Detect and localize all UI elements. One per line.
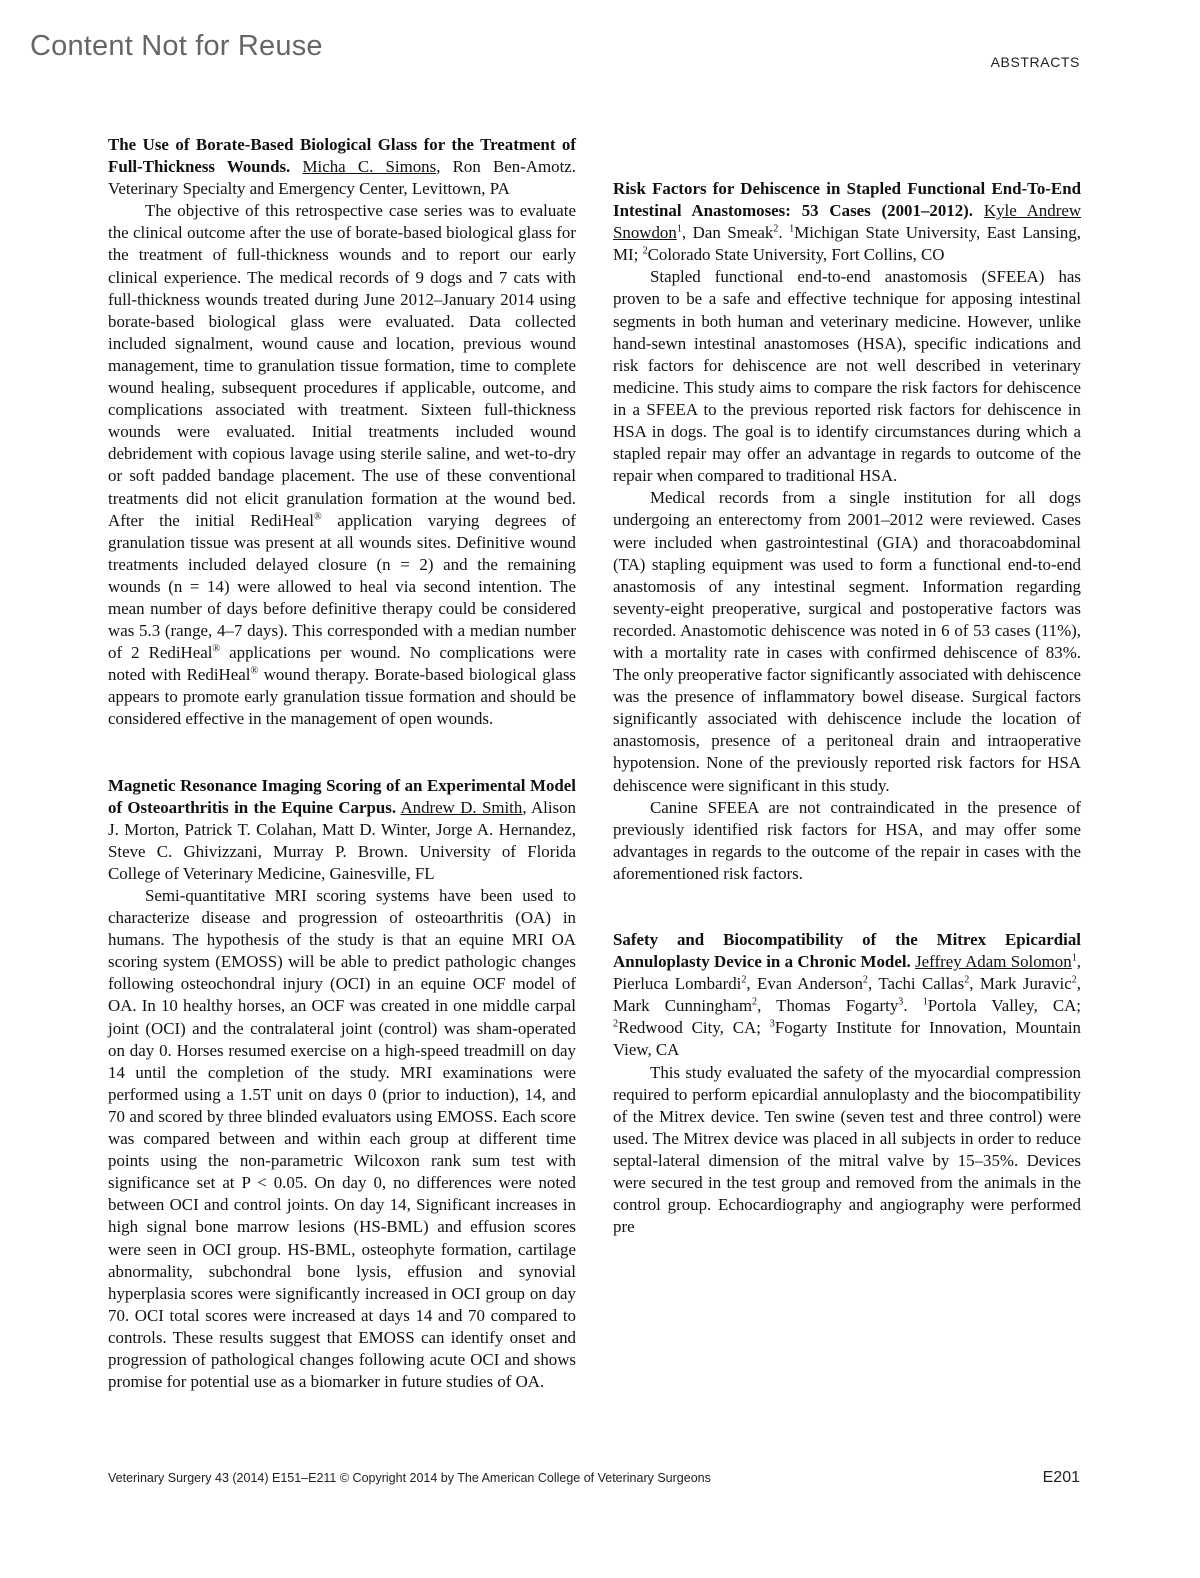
- abstract-paragraph: Stapled functional end-to-end anastomosis (SFEEA) has proven to be a safe and effective technique for apposing intestinal segments in both human and veterinary medicine. However, unlike hand-sewn intestinal anastomoses (HSA), specific indications and risk factors for dehiscence are not well described in veterinary medicine. This study aims to compare the risk factors for dehiscence in a SFEEA to the previous reported risk factors for dehiscence in HSA in dogs. The goal is to identify circumstances during which a stapled repair may offer an advantage in regards to outcome of the repair when compared to traditional HSA.: [613, 267, 1081, 486]
- author-affiliations: $^1$, Dan Smeak$^2$. $^1$Michigan State University, East Lansing, MI; $^2$Colorado State University, Fort Collins, CO: [613, 223, 1081, 265]
- abstract-borate-glass: [108, 134, 576, 731]
- abstract-mitrex-device: [613, 929, 1081, 1238]
- abstract-title: Safety and Biocompatibility of the Mitrex Epicardial Annuloplasty Device in a Chronic Model.: [613, 930, 1081, 972]
- abstract-paragraph: Semi-quantitative MRI scoring systems have been used to characterize disease and progression of osteoarthritis (OA) in humans. The hypothesis of the study is that an equine MRI OA scoring system (EMOSS) will be able to predict pathologic changes following osteochondral injury (OCI) in an equine OCF model of OA. In 10 healthy horses, an OCF was created in one middle carpal joint (OCI) and the contralateral joint (control) was sham-operated on day 0. Horses resumed exercise on a high-speed treadmill on day 14 until the completion of the study. MRI examinations were performed using a 1.5T unit on days 0 (prior to induction), 14, and 70 and scored by three blinded evaluators using EMOSS. Each score was compared between and within each group at different time points using the non-parametric Wilcoxon rank sum test with significance set at P < 0.05. On day 0, no differences were noted between OCI and control joints. On day 14, Significant increases in high signal bone marrow lesions (HS-BML) and effusion scores were seen in OCI group. HS-BML, osteophyte formation, cartilage abnormality, subchondral bone lysis, effusion and synovial hyperplasia scores were significantly increased in OCI group on day 70. OCI total scores were increased at days 14 and 70 compared to controls. These results suggest that EMOSS can identify onset and progression of pathological changes following acute OCI and shows promise for potential use as a biomarker in future studies of OA.: [108, 886, 576, 1392]
- abstract-heading: [613, 178, 1081, 266]
- author-affiliations: , Ron Ben-Amotz. Veterinary Specialty and Emergency Center, Levittown, PA: [108, 157, 576, 199]
- journal-citation: Veterinary Surgery 43 (2014) E151–E211 © Copyright 2014 by The American College of Veterinary Surgeons: [108, 1471, 711, 1485]
- author-affiliations: $^1$, Pierluca Lombardi$^2$, Evan Anderson$^2$, Tachi Callas$^2$, Mark Juravic$^2$, Mark Cunningham$^2$, Thomas Fogarty$^3$. $^1$Portola Valley, CA; $^2$Redwood City, CA; $^3$Fogarty Institute for Innovation, Mountain View, CA: [613, 952, 1081, 1060]
- abstract-paragraph: The objective of this retrospective case series was to evaluate the clinical outcome after the use of borate-based biological glass for the treatment of full-thickness wounds and to report our early clinical experience. The medical records of 9 dogs and 7 cats with full-thickness wounds treated during June 2012–January 2014 using borate-based biological glass were evaluated. Data collected included signalment, wound cause and location, previous wound management, time to granulation tissue formation, time to complete wound healing, subsequent procedures if applicable, outcome, and complications associated with treatment. Sixteen full-thickness wounds were evaluated. Initial treatments included wound debridement with copious lavage using sterile saline, and wet-to-dry or soft padded bandage placement. The use of these conventional treatments did not elicit granulation formation at the wound bed. After the initial RediHeal® application varying degrees of granulation tissue was present at all wounds sites. Definitive wound treatments included delayed closure (n = 2) and the remaining wounds (n = 14) were allowed to heal via second intention. The mean number of days before definitive therapy could be considered was 5.3 (range, 4–7 days). This corresponded with a median number of 2 RediHeal® applications per wound. No complications were noted with RediHeal® wound therapy. Borate-based biological glass appears to promote early granulation tissue formation and should be considered effective in the management of open wounds.: [108, 201, 577, 729]
- abstract-sfeea-dehiscence: [613, 178, 1081, 885]
- watermark: Content Not for Reuse: [30, 30, 323, 62]
- abstract-mri-osteoarthritis: [108, 775, 576, 1394]
- presenting-author: Kyle Andrew Snowdon: [613, 201, 1082, 243]
- presenting-author: Micha C. Simons: [302, 157, 437, 177]
- abstract-heading: [108, 134, 576, 200]
- abstract-paragraph: Medical records from a single institution for all dogs undergoing an enterectomy from 2001–2012 were reviewed. Cases were included when gastrointestinal (GIA) and thoracoabdominal (TA) stapling equipment was used to form a functional end-to-end anastomosis of any intestinal segment. Information regarding seventy-eight preoperative, surgical and postoperative factors was recorded. Anastomotic dehiscence was noted in 6 of 53 cases (11%), with a mortality rate in cases with confirmed dehiscence of 83%. The only preoperative factor significantly associated with dehiscence was the presence of inflammatory bowel disease. Surgical factors significantly associated with dehiscence include the location of anastomosis, presence of a peritoneal drain and intraoperative hypotension. None of the previously reported risk factors for HSA dehiscence were significant in this study.: [613, 488, 1081, 795]
- abstract-paragraph: This study evaluated the safety of the myocardial compression required to perform epicardial annuloplasty and the biocompatibility of the Mitrex device. Ten swine (seven test and three control) were used. The Mitrex device was placed in all subjects in order to reduce septal-lateral dimension of the mitral valve by 15–35%. Devices were secured in the test group and removed from the animals in the control group. Echocardiography and angiography were performed pre: [613, 1062, 1081, 1237]
- right-column: [613, 134, 1081, 1393]
- abstract-heading: [613, 929, 1081, 1062]
- page-number: E201: [1042, 1469, 1080, 1486]
- abstract-title: Magnetic Resonance Imaging Scoring of an Experimental Model of Osteoarthritis in the Equine Carpus.: [108, 775, 576, 817]
- page-footer: [108, 1469, 1080, 1487]
- abstract-paragraph: Canine SFEEA are not contraindicated in the presence of previously identified risk factors for HSA, and may offer some advantages in regards to the outcome of the repair in cases with the aforementioned risk factors.: [613, 797, 1081, 883]
- abstract-title: Risk Factors for Dehiscence in Stapled Functional End-To-End Intestinal Anastomoses: 53 Cases (2001–2012).: [613, 179, 1081, 221]
- abstract-heading: [108, 775, 576, 885]
- left-column: [108, 134, 576, 1393]
- presenting-author: Andrew D. Smith: [400, 797, 523, 817]
- section-label: ABSTRACTS: [990, 54, 1080, 70]
- presenting-author: Jeffrey Adam Solomon: [915, 952, 1072, 972]
- author-affiliations: , Alison J. Morton, Patrick T. Colahan, Matt D. Winter, Jorge A. Hernandez, Steve C. Ghivizzani, Murray P. Brown. University of Florida College of Veterinary Medicine, Gainesville, FL: [108, 797, 577, 883]
- abstract-title: The Use of Borate-Based Biological Glass for the Treatment of Full-Thickness Wounds.: [108, 135, 576, 177]
- article-columns: [108, 134, 1081, 1393]
